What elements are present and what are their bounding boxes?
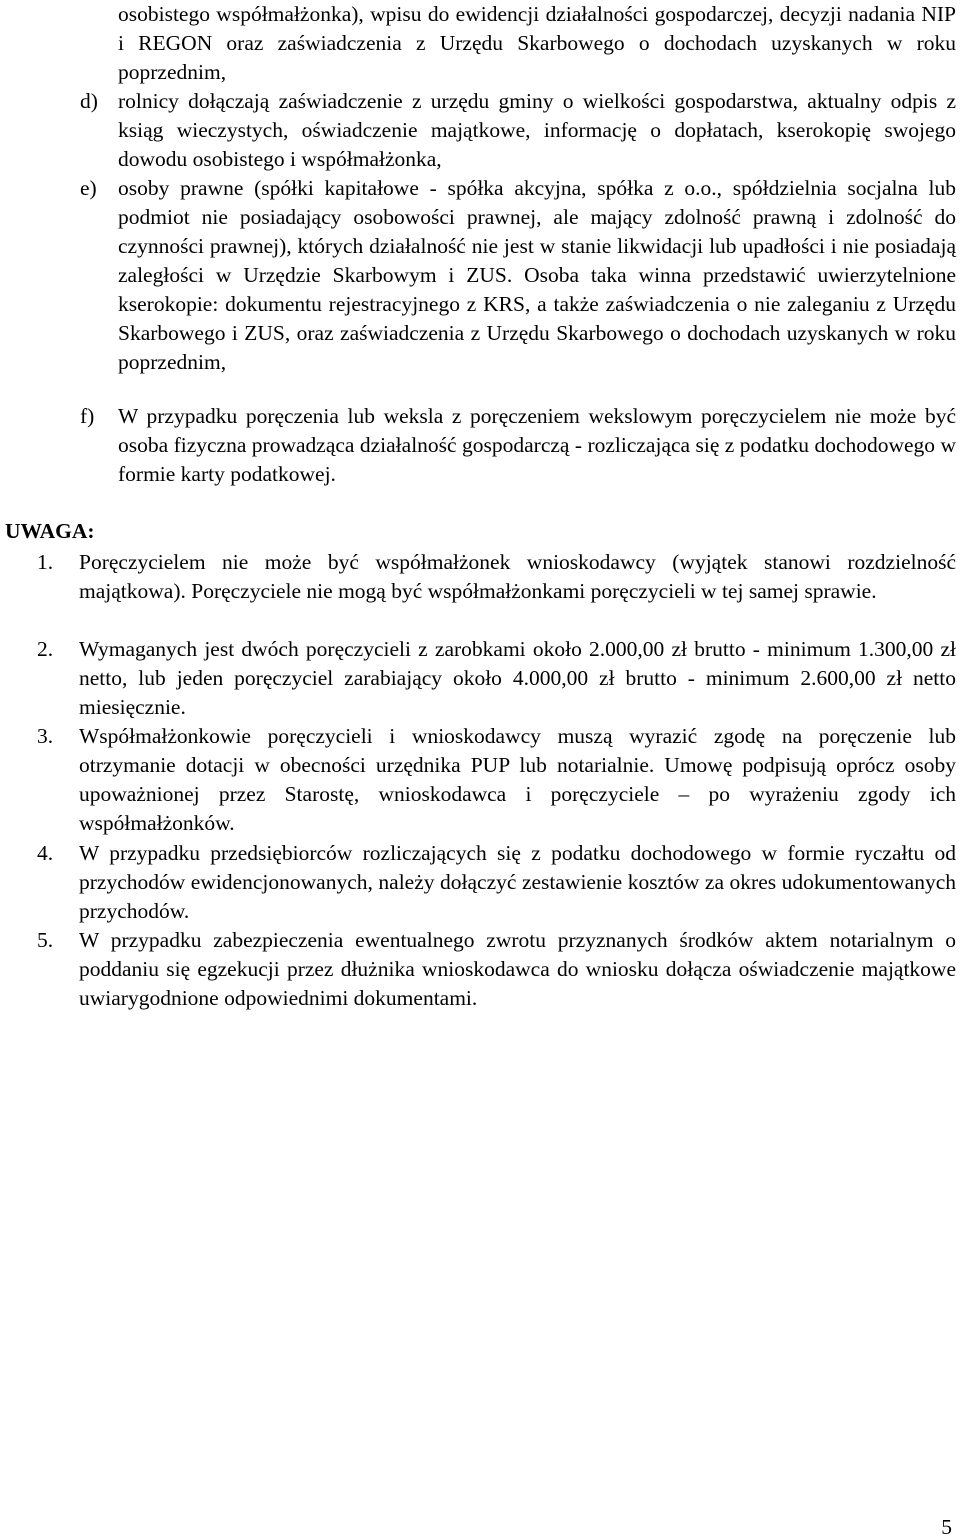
- list-marker: d): [80, 89, 98, 113]
- list-item-text: W przypadku poręczenia lub weksla z poręczeniem wekslowym poręczycielem nie może być osoba fizyczna prowadząca działalność gospodarczą - rozliczająca się z podatku dochodowego w formie karty podatkowej.: [118, 404, 956, 486]
- list-item-text: osobistego współmałżonka), wpisu do ewidencji działalności gospodarczej, decyzji nadania NIP i REGON oraz zaświadczenia z Urzędu Skarbowego o dochodach uzyskanych w roku poprzednim,: [118, 2, 956, 84]
- list-item-text: Współmałżonkowie poręczycieli i wnioskodawcy muszą wyrazić zgodę na poręczenie lub otrzymanie dotacji w obecności urzędnika PUP lub notarialnie. Umowę podpisują oprócz osoby upoważnionej przez Starostę, wnioskodawca i poręczyciele – po wyrażeniu zgody ich współmałżonków.: [79, 724, 956, 835]
- list-item-e: [80, 174, 956, 377]
- numbered-item-2: [37, 635, 956, 722]
- list-marker: e): [80, 176, 97, 200]
- list-item-continuation: [80, 0, 956, 87]
- list-item-text: Poręczycielem nie może być współmałżonek wnioskodawcy (wyjątek stanowi rozdzielność majątkowa). Poręczyciele nie mogą być współmałżonkami poręczycieli w tej samej sprawie.: [79, 550, 956, 603]
- list-item-text: W przypadku zabezpieczenia ewentualnego zwrotu przyznanych środków aktem notarialnym o poddaniu się egzekucji przez dłużnika wnioskodawca do wniosku dołącza oświadczenie majątkowe uwiarygodnione odpowiednimi dokumentami.: [79, 928, 956, 1010]
- list-item-text: Wymaganych jest dwóch poręczycieli z zarobkami około 2.000,00 zł brutto - minimum 1.300,00 zł netto, lub jeden poręczyciel zarabiający około 4.000,00 zł brutto - minimum 2.600,00 zł netto miesięcznie.: [79, 637, 956, 719]
- list-marker: 4.: [37, 841, 54, 865]
- numbered-item-4: [37, 839, 956, 926]
- list-marker: 1.: [37, 550, 54, 574]
- list-item-d: [80, 87, 956, 174]
- numbered-item-3: [37, 722, 956, 838]
- list-item-f: [80, 402, 956, 489]
- list-marker: f): [80, 404, 95, 428]
- list-marker: 3.: [37, 724, 54, 748]
- numbered-item-5: [37, 926, 956, 1013]
- list-item-text: W przypadku przedsiębiorców rozliczających się z podatku dochodowego w formie ryczałtu od przychodów ewidencjonowanych, należy dołączyć zestawienie kosztów za okres udokumentowanych przychodów.: [79, 841, 956, 923]
- list-item-text: osoby prawne (spółki kapitałowe - spółka akcyjna, spółka z o.o., spółdzielnia socjalna lub podmiot nie posiadający osobowości prawnej, ale mający zdolność prawną i zdolność do czynności prawnej), których działalność nie jest w stanie likwidacji lub upadłości i nie posiadają zaległości w Urzędzie Skarbowym i ZUS. Osoba taka winna przedstawić uwierzytelnione kserokopie: dokumentu rejestracyjnego z KRS, a także zaświadczenia o nie zaleganiu z Urzędu Skarbowego i ZUS, oraz zaświadczenia z Urzędu Skarbowego o dochodach uzyskanych w roku poprzednim,: [118, 176, 956, 374]
- numbered-item-1: [37, 548, 956, 606]
- list-item-text: rolnicy dołączają zaświadczenie z urzędu gminy o wielkości gospodarstwa, aktualny odpis z ksiąg wieczystych, oświadczenie majątkowe, informację o dopłatach, kserokopię swojego dowodu osobistego i współmałżonka,: [118, 89, 956, 171]
- page-number: 5: [941, 1515, 952, 1539]
- list-marker: 5.: [37, 928, 54, 952]
- uwaga-heading: UWAGA:: [5, 519, 95, 543]
- list-marker: 2.: [37, 637, 54, 661]
